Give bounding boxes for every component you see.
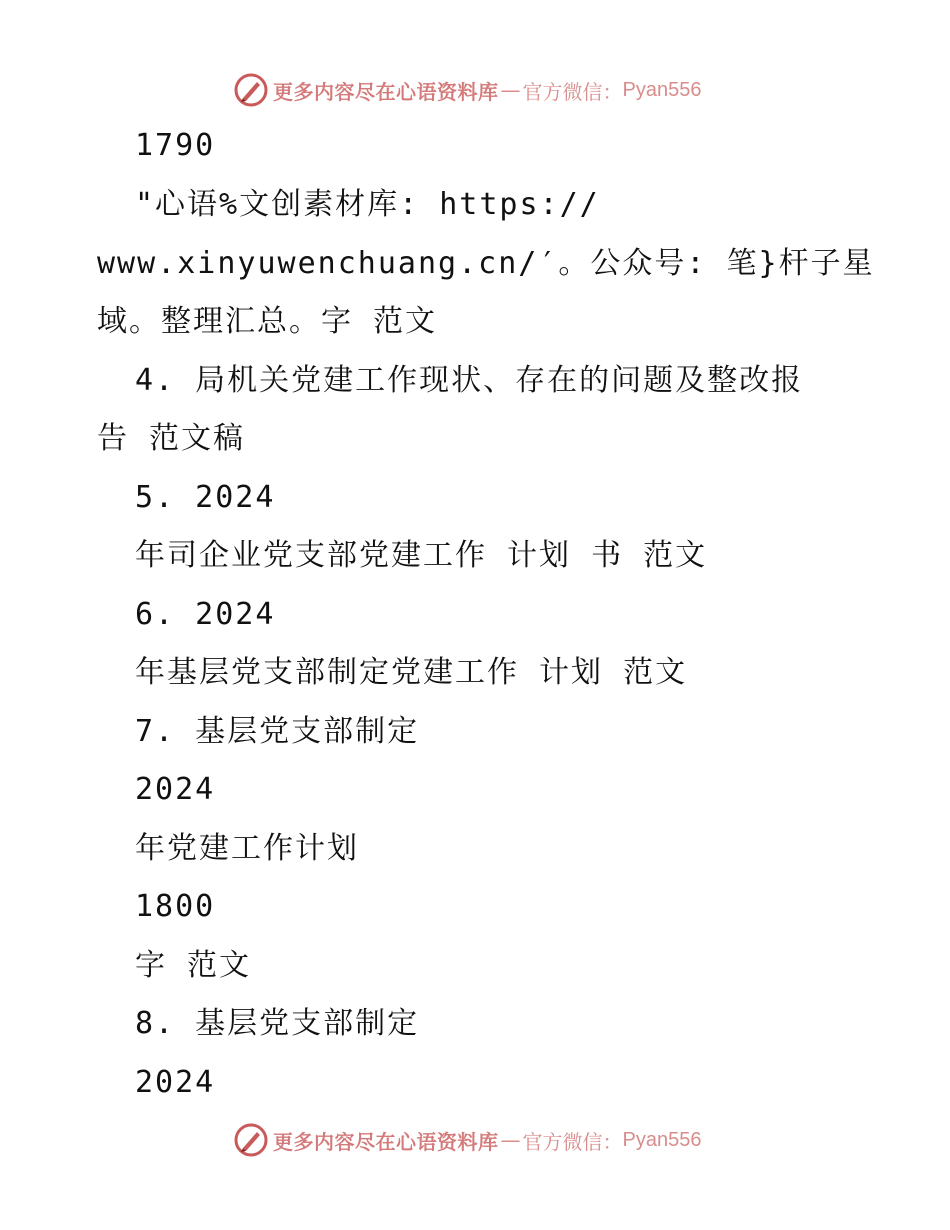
header-banner [233, 70, 701, 110]
banner-main-text: 更多内容尽在心语资料库 [273, 1129, 499, 1154]
text-line: 年司企业党支部党建工作 计划 书 范文 [135, 538, 708, 573]
text-line: 1800 [135, 889, 216, 924]
list-item-8: 8. 基层党支部制定 [135, 1006, 420, 1041]
banner-wechat-label: 官方微信： [522, 79, 623, 104]
footer-banner [233, 1120, 701, 1160]
banner-wechat-id: Pyan556 [622, 1128, 702, 1151]
banner-main-text: 更多内容尽在心语资料库 [273, 79, 499, 104]
pen-logo-icon [233, 1122, 269, 1158]
text-line: 字 范文 [135, 948, 252, 983]
list-item-4: 4. 局机关党建工作现状、存在的问题及整改报 [135, 363, 804, 398]
banner-wechat-id: Pyan556 [622, 78, 702, 101]
text-line: 年党建工作计划 [135, 831, 359, 866]
banner-separator: — [500, 1128, 521, 1152]
text-line: 域。整理汇总。字 范文 [97, 304, 438, 339]
text-line: 1790 [135, 128, 216, 163]
list-item-5: 5. 2024 [135, 480, 276, 515]
banner-separator: — [500, 78, 521, 102]
list-item-7: 7. 基层党支部制定 [135, 714, 420, 749]
list-item-6: 6. 2024 [135, 597, 276, 632]
text-line: 2024 [135, 772, 216, 807]
banner-wechat-label: 官方微信： [522, 1129, 623, 1154]
text-line: 告 范文稿 [97, 421, 246, 456]
text-line: 年基层党支部制定党建工作 计划 范文 [135, 655, 688, 690]
text-line: www.xinyuwenchuang.cn/′。公众号: 笔}杆子星 [97, 246, 875, 281]
pen-logo-icon [233, 72, 269, 108]
text-line: 2024 [135, 1065, 216, 1100]
text-line: "心语%文创素材库: https:// [135, 187, 600, 222]
